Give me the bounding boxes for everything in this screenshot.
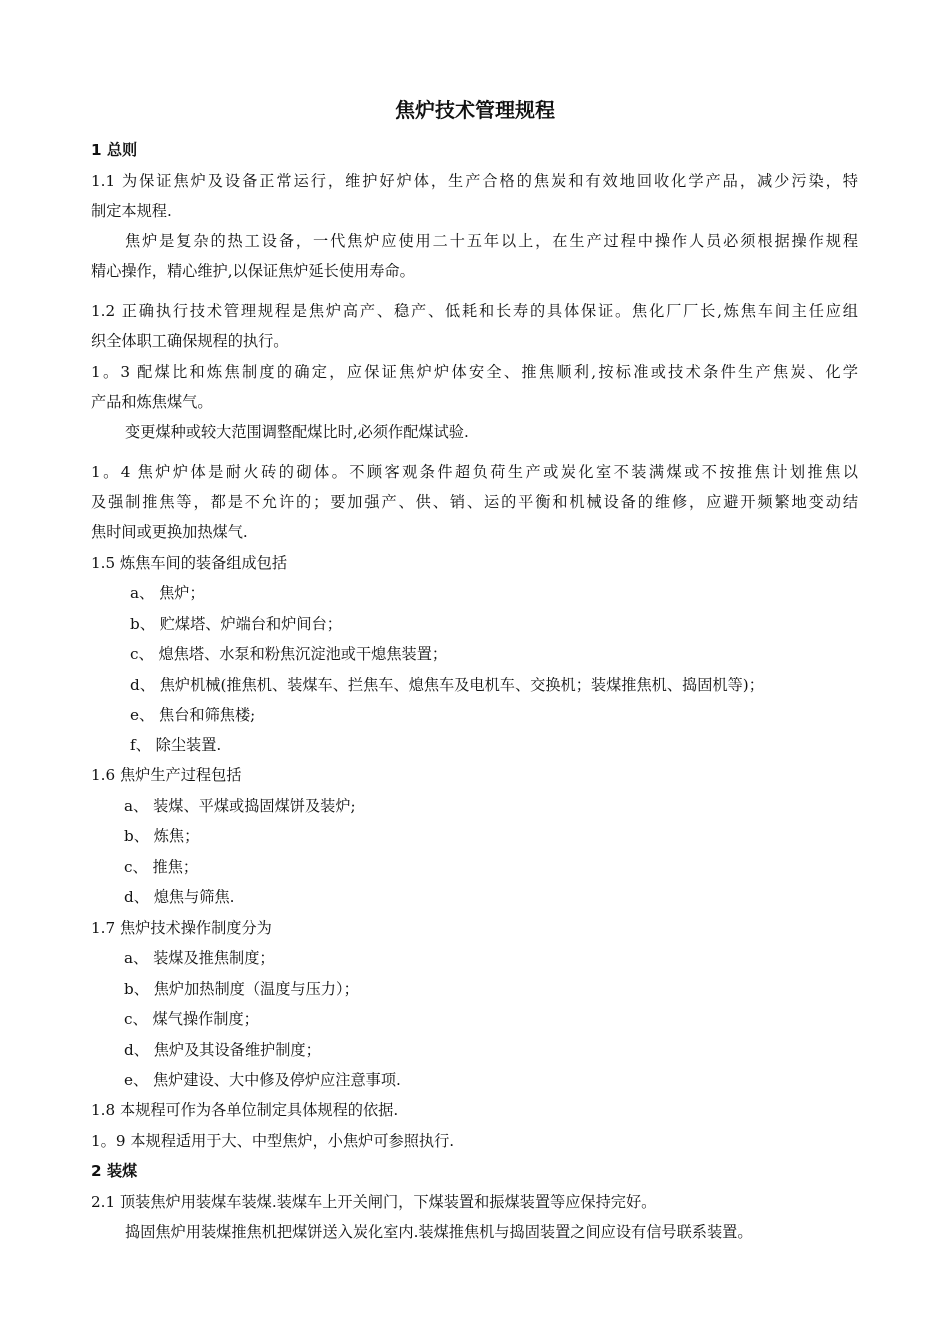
paragraph-line: 2.1 顶装焦炉用装煤车装煤.装煤车上开关闸门，下煤装置和振煤装置等应保持完好。	[91, 1193, 657, 1211]
list-item: d、 焦炉及其设备维护制度；	[124, 1041, 321, 1059]
list-item: d、 焦炉机械(推焦机、装煤车、拦焦车、熄焦车及电机车、交换机；装煤推焦机、捣固机等)；	[130, 676, 764, 694]
list-item: f、 除尘装置.	[130, 736, 222, 754]
paragraph-line: 1。4 焦炉炉体是耐火砖的砌体。不顾客观条件超负荷生产或炭化室不装满煤或不按推焦计划推焦以	[91, 463, 858, 481]
paragraph-line: 及强制推焦等，都是不允许的；要加强产、供、销、运的平衡和机械设备的维修，应避开频繁地变动结	[91, 493, 858, 511]
paragraph-line: 精心操作，精心维护,以保证焦炉延长使用寿命。	[91, 262, 415, 280]
list-item: e、 焦台和筛焦楼;	[130, 706, 256, 724]
paragraph-line: 焦时间或更换加热煤气.	[91, 523, 248, 541]
list-item: a、 焦炉；	[130, 584, 205, 602]
section-heading-general: 1 总则	[91, 141, 138, 159]
paragraph-line: 焦炉是复杂的热工设备，一代焦炉应使用二十五年以上，在生产过程中操作人员必须根据操作规程	[125, 232, 858, 250]
paragraph-line: 1。3 配煤比和炼焦制度的确定，应保证焦炉炉体安全、推焦顺利,按标准或技术条件生产焦炭、化学	[91, 363, 858, 381]
list-item: b、 炼焦；	[124, 827, 200, 845]
paragraph-line: 产品和炼焦煤气。	[91, 393, 213, 411]
list-item: a、 装煤及推焦制度；	[124, 949, 275, 967]
list-item: e、 焦炉建设、大中修及停炉应注意事项.	[124, 1071, 401, 1089]
paragraph-line: 织全体职工确保规程的执行。	[91, 332, 289, 350]
document-title: 焦炉技术管理规程	[395, 98, 555, 122]
paragraph-line: 制定本规程.	[91, 202, 172, 220]
paragraph-line: 1.7 焦炉技术操作制度分为	[91, 919, 272, 937]
paragraph-line: 1.5 炼焦车间的装备组成包括	[91, 554, 288, 572]
paragraph-line: 变更煤种或较大范围调整配煤比时,必须作配煤试验.	[125, 423, 469, 441]
paragraph-line: 1.8 本规程可作为各单位制定具体规程的依据.	[91, 1101, 399, 1119]
paragraph-line: 1。9 本规程适用于大、中型焦炉，小焦炉可参照执行.	[91, 1132, 455, 1150]
list-item: c、 煤气操作制度；	[124, 1010, 259, 1028]
paragraph-line: 1.6 焦炉生产过程包括	[91, 766, 242, 784]
paragraph-line: 1.2 正确执行技术管理规程是焦炉高产、稳产、低耗和长寿的具体保证。焦化厂厂长,炼焦车间主任应组	[91, 302, 858, 320]
paragraph-line: 捣固焦炉用装煤推焦机把煤饼送入炭化室内.装煤推焦机与捣固装置之间应设有信号联系装置。	[125, 1223, 753, 1241]
list-item: a、 装煤、平煤或捣固煤饼及装炉;	[124, 797, 356, 815]
list-item: c、 推焦；	[124, 858, 199, 876]
list-item: d、 熄焦与筛焦.	[124, 888, 235, 906]
section-heading-coal-charging: 2 装煤	[91, 1162, 138, 1180]
list-item: c、 熄焦塔、水泵和粉焦沉淀池或干熄焦装置；	[130, 645, 448, 663]
paragraph-line: 1.1 为保证焦炉及设备正常运行，维护好炉体，生产合格的焦炭和有效地回收化学产品，减少污染，特	[91, 172, 858, 190]
list-item: b、 焦炉加热制度（温度与压力）；	[124, 980, 359, 998]
list-item: b、 贮煤塔、炉端台和炉间台；	[130, 615, 342, 633]
